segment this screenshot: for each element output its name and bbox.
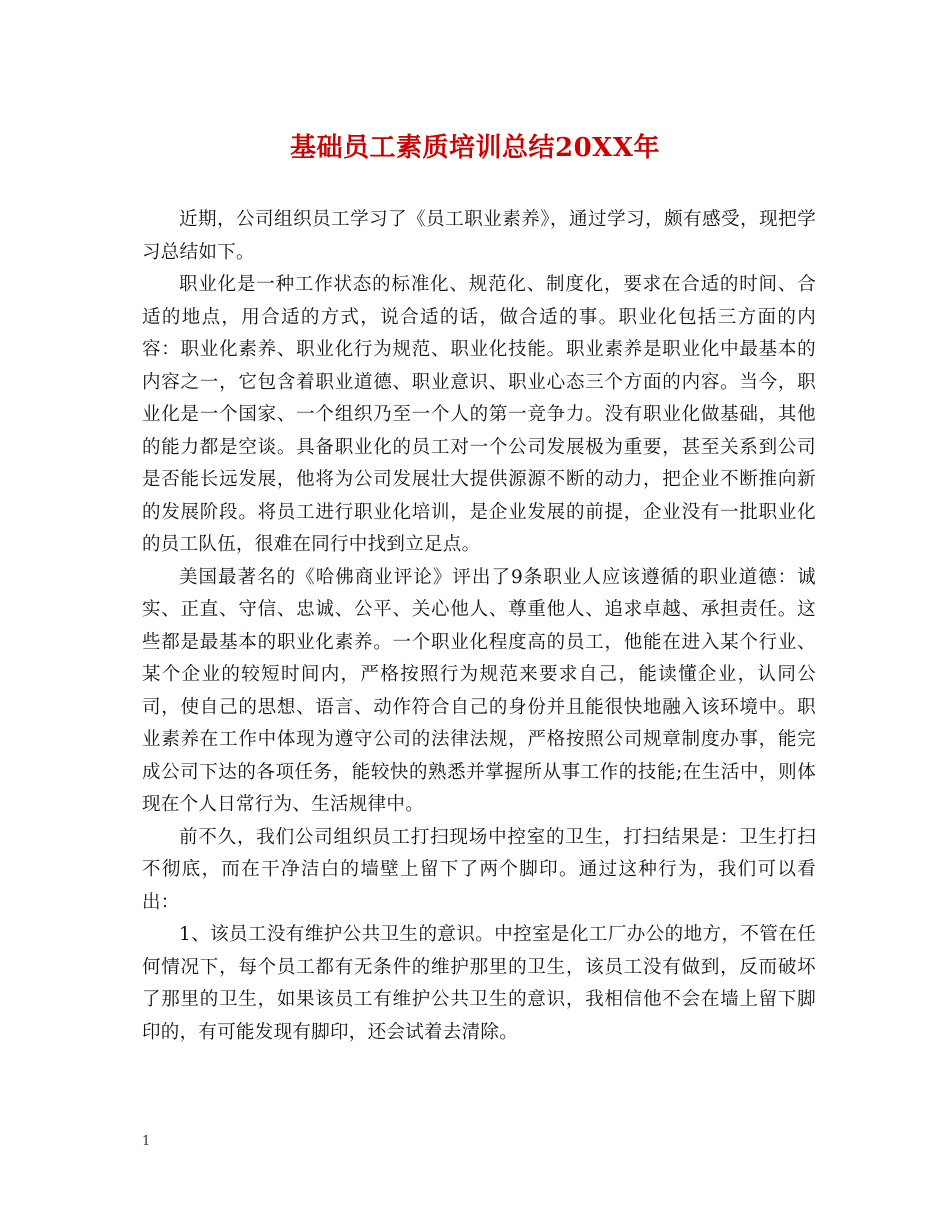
document-title: 基础员工素质培训总结20XX年: [289, 133, 661, 163]
paragraph-cleaning-incident: 前不久，我们公司组织员工打扫现场中控室的卫生，打扫结果是：卫生打扫不彻底，而在干净洁白的墙壁上留下了两个脚印。通过这种行为，我们可以看出：: [142, 826, 816, 913]
paragraph-professionalism: 职业化是一种工作状态的标准化、规范化、制度化，要求在合适的时间、合适的地点，用合适的方式，说合适的话，做合适的事。职业化包括三方面的内容：职业化素养、职业化行为规范、职业化技能。职业素养是职业化中最基本的内容之一，它包含着职业道德、职业意识、职业心态三个方面的内容。当今，职业化是一个国家、一个组织乃至一个人的第一竞争力。没有职业化做基础，其他的能力都是空谈。具备职业化的员工对一个公司发展极为重要，甚至关系到公司是否能长远发展，他将为公司发展壮大提供源源不断的动力，把企业不断推向新的发展阶段。将员工进行职业化培训，是企业发展的前提，企业没有一批职业化的员工队伍，很难在同行中找到立足点。: [142, 274, 816, 555]
page-number: 1: [142, 1134, 151, 1149]
paragraph-intro: 近期，公司组织员工学习了《员工职业素养》，通过学习，颇有感受，现把学习总结如下。: [142, 209, 816, 263]
document-body: [142, 204, 816, 1049]
paragraph-harvard-review: 美国最著名的《哈佛商业评论》评出了9条职业人应该遵循的职业道德：诚实、正直、守信、忠诚、公平、关心他人、尊重他人、追求卓越、承担责任。这些都是最基本的职业化素养。一个职业化程度高的员工，他能在进入某个行业、某个企业的较短时间内，严格按照行为规范来要求自己，能读懂企业，认同公司，使自己的思想、语言、动作符合自己的身份并且能很快地融入该环境中。职业素养在工作中体现为遵守公司的法律法规，严格按照公司规章制度办事，能完成公司下达的各项任务，能较快的熟悉并掌握所从事工作的技能;在生活中，则体现在个人日常行为、生活规律中。: [142, 566, 816, 815]
paragraph-point-one: 1、该员工没有维护公共卫生的意识。中控室是化工厂办公的地方，不管在任何情况下，每个员工都有无条件的维护那里的卫生，该员工没有做到，反而破坏了那里的卫生，如果该员工有维护公共卫生的意识，我相信他不会在墙上留下脚印的，有可能发现有脚印，还会试着去清除。: [142, 924, 816, 1043]
